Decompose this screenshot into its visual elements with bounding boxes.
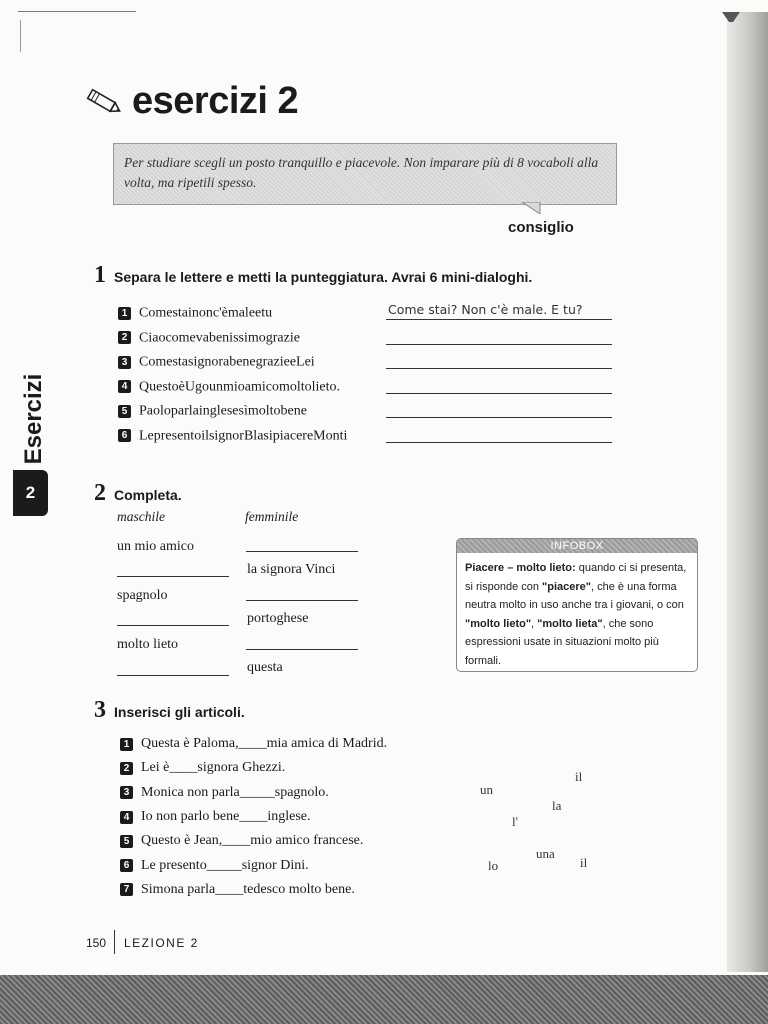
pencil-icon: [82, 87, 126, 117]
page-binding-edge: [727, 12, 768, 972]
list-item: [120, 805, 387, 829]
word-bank-item[interactable]: lo: [488, 858, 499, 873]
article-blank[interactable]: _____: [206, 857, 242, 873]
article-blank[interactable]: ____: [239, 809, 268, 825]
sentence-end: tedesco molto bene.: [243, 881, 355, 897]
item-number-badge: 4: [120, 811, 133, 824]
answer-line[interactable]: [246, 600, 358, 601]
exercise-number: 3: [94, 697, 106, 723]
answer-line[interactable]: [386, 442, 612, 443]
binding-clip-icon: [722, 12, 740, 22]
answer-line[interactable]: [246, 649, 358, 650]
side-tab-number: 2: [13, 470, 48, 516]
list-item: [120, 878, 387, 902]
word-bank-item[interactable]: l': [512, 814, 518, 829]
article-blank[interactable]: ____: [238, 736, 267, 752]
exercise-1-list: [118, 304, 618, 451]
infobox-quote: "molto lieto": [465, 617, 532, 630]
page-title: esercizi 2: [132, 80, 299, 122]
answer-line[interactable]: [386, 417, 612, 418]
item-number-badge: 2: [120, 762, 133, 775]
list-item: [118, 378, 618, 403]
infobox: [456, 538, 698, 672]
item-number-badge: 2: [118, 331, 131, 344]
scrambled-text: Comestainonc'èmaleetu: [139, 305, 273, 321]
tip-text: Per studiare scegli un posto tranquillo e piacevole. Non imparare più di 8 vocaboli alla volta, ma ripetili spesso.: [124, 155, 599, 190]
article-blank[interactable]: ____: [215, 881, 244, 897]
scrambled-text: LepresentoilsignorBlasipiacereMonti: [139, 427, 348, 443]
exercise-instruction: Separa le lettere e metti la punteggiatura. Avrai 6 mini-dialoghi.: [114, 269, 533, 285]
infobox-text: , che sono espressioni usate in situazioni molto più formali.: [465, 617, 659, 667]
column-header-feminine: femminile: [245, 509, 299, 524]
word-bank-item[interactable]: il: [575, 769, 583, 784]
side-tab-label: Esercizi: [20, 373, 47, 465]
sentence-end: signora Ghezzi.: [197, 760, 286, 776]
item-number-badge: 4: [118, 380, 131, 393]
page-number: 150: [86, 936, 107, 950]
sentence-start: Questa è Paloma,: [141, 736, 239, 752]
item-number-badge: 1: [120, 738, 133, 751]
masculine-cell: spagnolo: [117, 588, 168, 603]
exercise-number: 2: [94, 480, 106, 506]
item-number-badge: 3: [120, 786, 133, 799]
list-item: [118, 353, 618, 378]
sentence-end: spagnolo.: [274, 784, 329, 800]
sentence-start: Monica non parla: [141, 784, 240, 800]
sentence-end: inglese.: [267, 809, 311, 825]
infobox-text: ,: [531, 617, 538, 630]
item-number-badge: 5: [120, 835, 133, 848]
list-item: [118, 402, 618, 427]
exercise-2-heading: [94, 480, 182, 507]
infobox-body: [457, 553, 697, 670]
sentence-end: mia amica di Madrid.: [266, 736, 388, 752]
word-bank-item[interactable]: un: [480, 782, 493, 797]
word-bank-item[interactable]: la: [552, 798, 562, 813]
sentence-start: Questo è Jean,: [141, 833, 223, 849]
handwritten-answer: Come stai? Non c'è male. E tu?: [388, 302, 583, 317]
feminine-cell: la signora Vinci: [247, 562, 336, 577]
top-rule: [18, 11, 136, 12]
list-item: [120, 829, 387, 853]
tip-box: [113, 143, 617, 205]
scrambled-text: QuestoèUgounmioamicomoltolieto.: [139, 378, 341, 394]
list-item: [118, 427, 618, 452]
list-item: [120, 756, 387, 780]
list-item: [120, 853, 387, 877]
answer-line[interactable]: [117, 675, 229, 676]
sentence-start: Le presento: [141, 857, 207, 873]
answer-line[interactable]: [386, 393, 612, 394]
column-header-masculine: maschile: [117, 509, 165, 524]
exercise-3-list: [120, 732, 387, 902]
item-number-badge: 1: [118, 307, 131, 320]
sentence-end: signor Dini.: [241, 857, 309, 873]
item-number-badge: 7: [120, 883, 133, 896]
list-item: [118, 304, 618, 329]
article-blank[interactable]: ____: [169, 760, 198, 776]
title-block: [82, 80, 298, 123]
answer-line[interactable]: [117, 576, 229, 577]
answer-line[interactable]: [386, 368, 612, 369]
word-bank-item[interactable]: una: [536, 846, 555, 861]
lesson-label: LEZIONE 2: [124, 936, 199, 950]
article-blank[interactable]: _____: [239, 784, 275, 800]
list-item: [120, 781, 387, 805]
infobox-quote: "piacere": [542, 580, 592, 593]
infobox-text: quando ci si presenta, si risponde con: [465, 562, 687, 593]
item-number-badge: 3: [118, 356, 131, 369]
answer-line[interactable]: [386, 344, 612, 345]
margin-mark: [20, 20, 21, 52]
list-item: [118, 329, 618, 354]
exercise-1-heading: [94, 262, 532, 289]
speech-tail-icon: [520, 202, 544, 214]
list-item: [120, 732, 387, 756]
answer-line[interactable]: [117, 625, 229, 626]
infobox-text: , che è una forma neutra molto in uso anche tra i giovani, o con: [465, 580, 684, 611]
item-number-badge: 6: [120, 859, 133, 872]
feminine-cell: questa: [247, 660, 283, 675]
scan-bottom-edge: [0, 975, 768, 1024]
feminine-cell: portoghese: [247, 611, 309, 626]
exercise-instruction: Inserisci gli articoli.: [114, 704, 245, 720]
answer-line[interactable]: [246, 551, 358, 552]
footer-divider: [114, 930, 115, 954]
exercise-3-heading: [94, 697, 245, 724]
scrambled-text: ComestasignorabenegrazieeLei: [139, 354, 315, 370]
sentence-start: Lei è: [141, 760, 170, 776]
exercise-instruction: Completa.: [114, 487, 182, 503]
sentence-end: mio amico francese.: [250, 833, 364, 849]
masculine-cell: molto lieto: [117, 637, 179, 652]
answer-line[interactable]: [386, 319, 612, 320]
sentence-start: Simona parla: [141, 881, 216, 897]
article-blank[interactable]: ____: [222, 833, 251, 849]
scrambled-text: Ciaocomevabenissimograzie: [139, 329, 300, 345]
infobox-term: Piacere – molto lieto:: [465, 562, 576, 574]
scrambled-text: Paoloparlainglesesìmoltobene: [139, 403, 307, 419]
item-number-badge: 6: [118, 429, 131, 442]
word-bank-item[interactable]: il: [580, 855, 588, 870]
infobox-quote: "molto lieta": [537, 617, 603, 630]
exercise-number: 1: [94, 262, 106, 288]
item-number-badge: 5: [118, 405, 131, 418]
masculine-cell: un mio amico: [117, 539, 194, 554]
sentence-start: Io non parlo bene: [141, 809, 240, 825]
infobox-title: INFOBOX: [457, 539, 697, 553]
tip-label: consiglio: [508, 219, 574, 236]
